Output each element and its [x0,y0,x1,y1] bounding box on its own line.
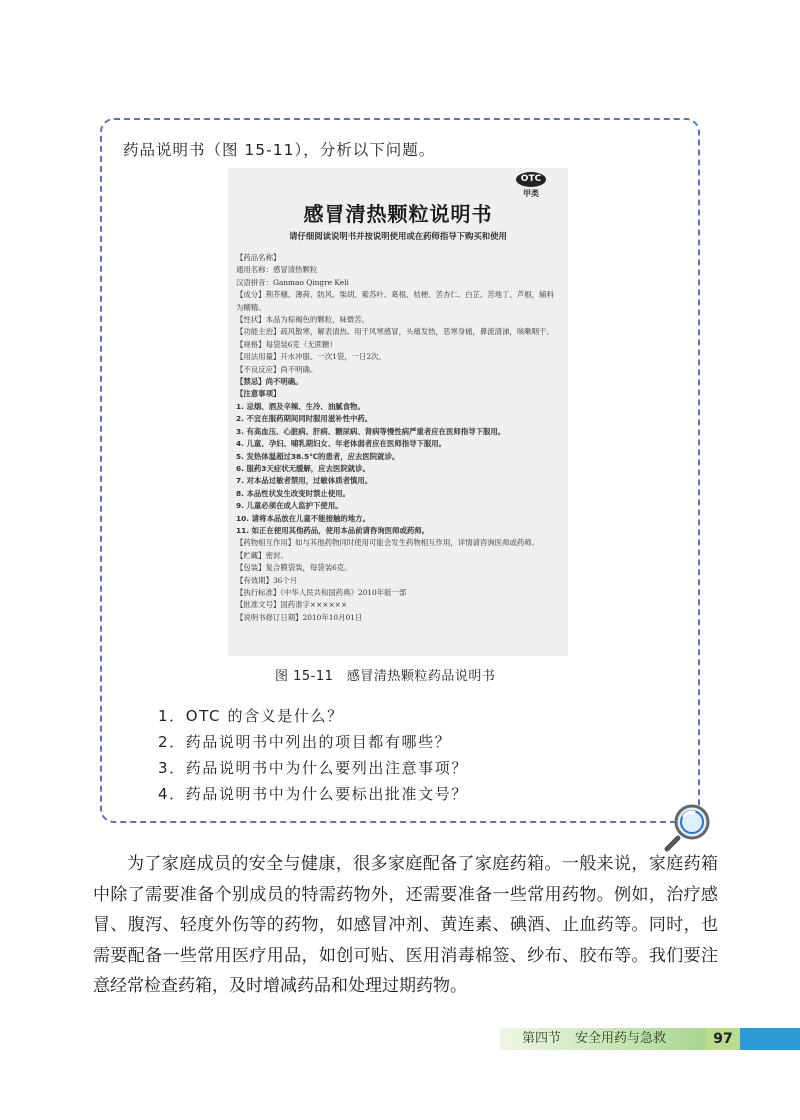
leaflet-line: 【药物相互作用】如与其他药物同时使用可能会发生药物相互作用，详情请咨询医师或药师。 [236,538,540,548]
leaflet-line: 9. 儿童必须在成人监护下使用。 [236,501,343,511]
leaflet-line: 7. 对本品过敏者禁用，过敏体质者慎用。 [236,476,373,486]
leaflet-title: 感冒清热颗粒说明书 [303,202,493,226]
leaflet-line: 【说明书修订日期】2010年10月01日 [236,612,363,622]
footer-section: 第四节 [522,1031,562,1046]
magnifier-icon [664,802,714,852]
question-list [158,703,468,807]
figure-caption: 图 15-11 感冒清热颗粒药品说明书 [275,669,496,684]
leaflet-line: 1. 忌烟、酒及辛辣、生冷、油腻食物。 [236,401,365,411]
leaflet-line: 【有效期】36个月 [236,575,298,585]
leaflet-line: 5. 发热体温超过38.5℃的患者，应去医院就诊。 [236,451,400,461]
leaflet-body [236,252,558,624]
leaflet-line: 【贮藏】密封。 [236,550,288,560]
leaflet-line: 通用名称：感冒清热颗粒 [236,265,318,275]
question-item: 3．药品说明书中为什么要列出注意事项？ [158,759,468,777]
otc-mark: OTC [516,172,546,187]
otc-grade: 甲类 [523,189,539,198]
leaflet-line: 6. 服药3天症状无缓解，应去医院就诊。 [236,463,370,473]
otc-badge [516,172,546,199]
leaflet-line: 【功能主治】疏风散寒，解表清热。用于风寒感冒，头痛发热，恶寒身痛，鼻流清涕，咳嗽咽干。 [236,327,554,337]
footer-color-bar [740,1028,800,1050]
leaflet-line: 【性状】本品为棕褐色的颗粒，味微苦。 [236,315,370,325]
leaflet-line: 4. 儿童、孕妇、哺乳期妇女、年老体弱者应在医师指导下服用。 [236,439,447,449]
leaflet-line: 【批准文号】国药准字×××××× [236,600,348,610]
leaflet-line: 【包装】复合膜袋装，每袋装6克。 [236,563,352,573]
footer-section-title: 安全用药与急救 [575,1031,667,1046]
leaflet-line: 3. 有高血压、心脏病、肝病、糖尿病、肾病等慢性病严重者应在医师指导下服用。 [236,426,506,436]
question-item: 2．药品说明书中列出的项目都有哪些？ [158,733,452,751]
leaflet-line: 【用法用量】开水冲服。一次1袋，一日2次。 [236,352,386,362]
leaflet-line: 2. 不宜在服药期间同时服用滋补性中药。 [236,414,373,424]
leaflet-subtitle: 请仔细阅读说明书并按说明使用或在药师指导下购买和使用 [289,231,507,241]
leaflet-line: 【注意事项】 [236,389,281,399]
leaflet-line: 8. 本品性状发生改变时禁止使用。 [236,488,350,498]
medicine-leaflet-image [228,168,568,656]
leaflet-line: 【成分】荆芥穗、薄荷、防风、柴胡、紫苏叶、葛根、桔梗、苦杏仁、白芷、苦地丁、芦根，辅料为糊精。 [236,290,554,312]
leaflet-line: 【禁忌】尚不明确。 [236,377,303,387]
leaflet-line: 11. 如正在使用其他药品，使用本品前请咨询医师或药师。 [236,525,430,535]
body-paragraph [93,849,718,1002]
activity-intro: 药品说明书（图 15-11），分析以下问题。 [123,141,436,159]
footer-section-label [500,1028,706,1050]
question-item: 1．OTC 的含义是什么？ [158,707,344,725]
leaflet-line: 【规格】每袋装6克（无蔗糖） [236,339,337,349]
leaflet-line: 【药品名称】 [236,253,281,262]
paragraph-text: 为了家庭成员的安全与健康，很多家庭配备了家庭药箱。一般来说，家庭药箱中除了需要准备个别成员的特需药物外，还需要准备一些常用药物。例如，治疗感冒、腹泻、轻度外伤等的药物，如感冒冲剂、黄连素、碘酒、止血药等。同时，也需要配备一些常用医疗用品，如创可贴、医用消毒棉签、纱布、胶布等。我们要注意经常检查药箱，及时增减药品和处理过期药物。 [93,854,718,996]
question-item: 4．药品说明书中为什么要标出批准文号？ [158,785,468,803]
leaflet-line: 10. 请将本品放在儿童不能接触的地方。 [236,513,370,523]
leaflet-line: 【不良反应】尚不明确。 [236,364,318,374]
leaflet-line: 汉语拼音：Ganmao Qingre Keli [236,277,349,287]
leaflet-line: 【执行标准】《中华人民共和国药典》2010年版一部 [236,587,407,597]
page-number: 97 [706,1028,740,1050]
